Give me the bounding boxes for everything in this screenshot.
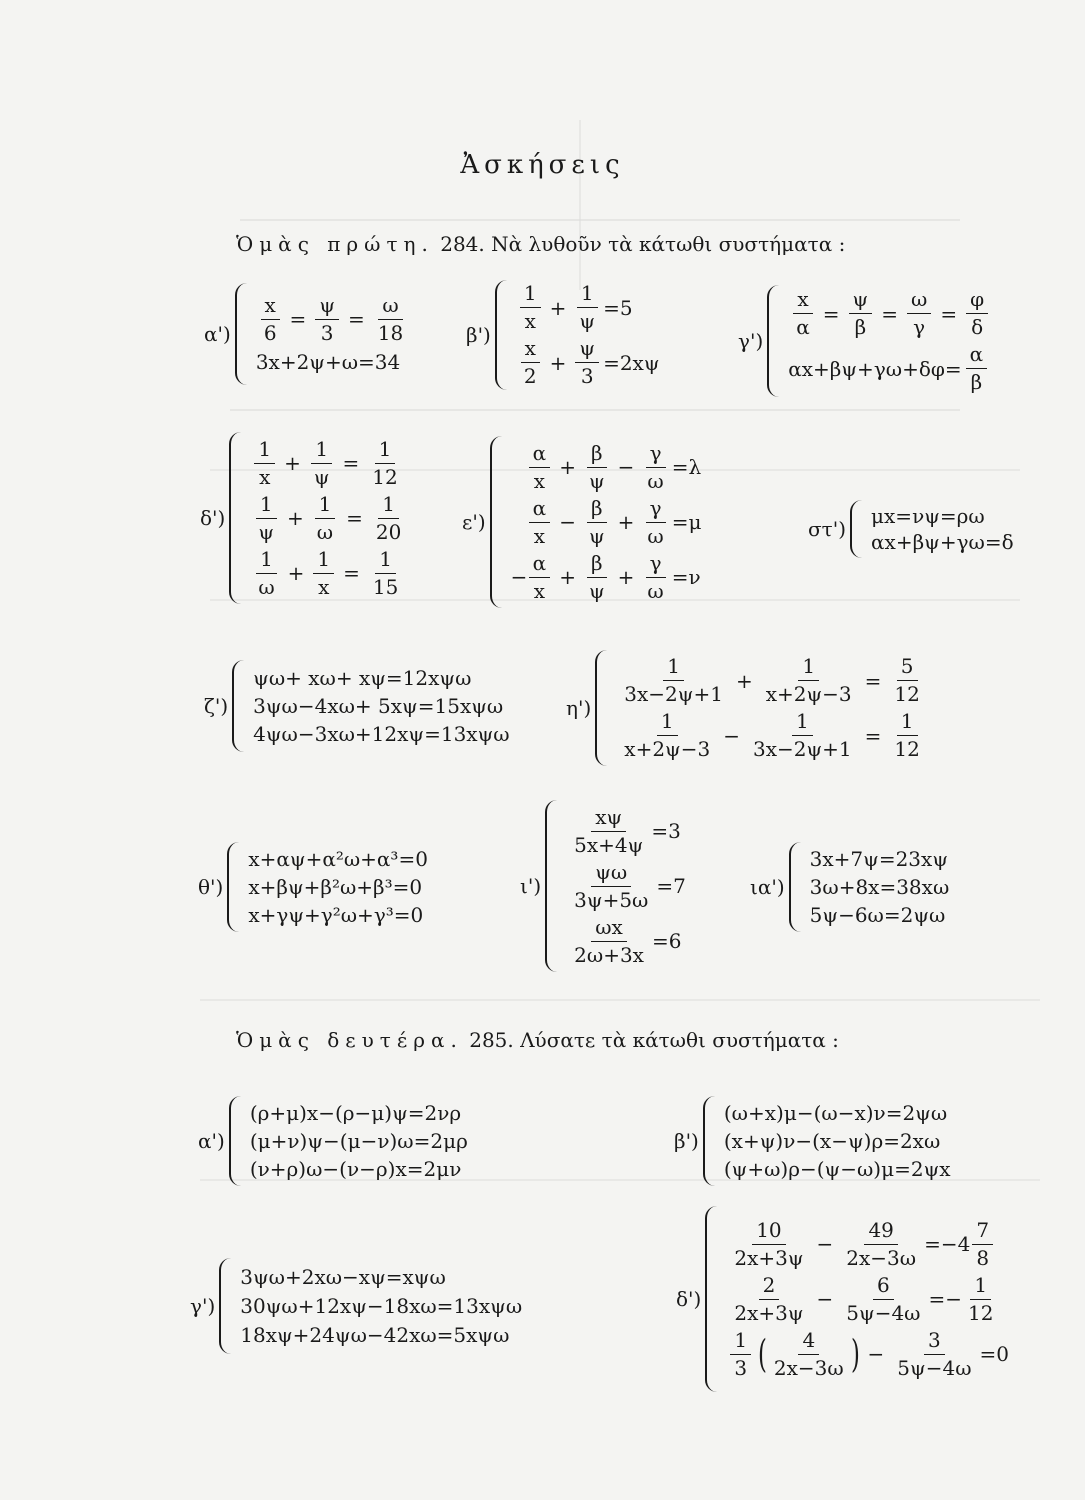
equation-row: (ψ+ω)ρ−(ψ−ω)μ=2ψx: [723, 1157, 951, 1181]
equation-row: x+αψ+α²ω+α³=0: [248, 847, 428, 871]
system-label: στ'): [808, 517, 847, 541]
system-label: ια'): [750, 875, 785, 899]
equation-row: α x − $\frac{\beta}{\psi}$ + $\frac{\gamma}{\omega}$ =μ: [511, 495, 702, 550]
brace: [495, 280, 508, 390]
equation-row: μx=νψ=ρω: [871, 504, 985, 528]
equation-row: − $\frac{\alpha}{x}$ + $\frac{\beta}{\psi}$ + $\frac{\gamma}{\omega}$ =ν: [510, 550, 701, 603]
equation-row: x+βψ+β²ω+β³=0: [248, 875, 423, 899]
equation-row: 1 3x−2ψ+1 + $\frac{1}{x+2\psi-3}$ = $\frac{5}{12}$: [624, 654, 920, 706]
fraction: $\frac{x}{6}$: [260, 292, 281, 347]
equation-row: 4ψω−3xω+12xψ=13xψω: [253, 722, 510, 746]
equation-row: 18xψ+24ψω−42xω=5xψω: [240, 1322, 510, 1347]
system-label: ζ'): [204, 694, 229, 718]
equation-row: 3ψω+2xω−xψ=xψω: [240, 1264, 446, 1289]
equation-row: 1 x + $\frac{1}{\psi}$ =5: [516, 280, 660, 335]
brace: [229, 1096, 242, 1186]
equation-row: 3ω+8x=38xω: [809, 875, 950, 899]
equation-row: (ω+x)μ−(ω−x)ν=2ψω: [723, 1101, 948, 1125]
system-284-b: [466, 280, 660, 390]
equation-row: $\frac{\psi\omega}{3\psi+5\omega}$ =7: [574, 859, 686, 912]
system-284-i: [520, 800, 686, 972]
system-285-a: [198, 1096, 468, 1186]
equation-row: (ρ+μ)x−(ρ−μ)ψ=2νρ: [249, 1101, 462, 1125]
brace: [545, 800, 558, 972]
equation-row: $\frac{x\psi}{5x+4\psi}$ =3: [574, 804, 681, 857]
exercise-number-285: 285.: [469, 1028, 514, 1052]
equation-row: 1 ω + $\frac{1}{x}$ = $\frac{1}{15}$: [250, 546, 409, 601]
group-one-instruction: Νὰ λυθοῦν τὰ κάτωθι συστήματα :: [491, 232, 846, 256]
equation-row: 1 ψ + $\frac{1}{\omega}$ = $\frac{1}{20}$: [250, 491, 409, 546]
system-284-h: [566, 650, 928, 766]
equation-row: 5ψ−6ω=2ψω: [809, 903, 946, 927]
brace: [767, 285, 780, 397]
system-284-e: [462, 436, 701, 608]
equation-row: (x+ψ)ν−(x−ψ)ρ=2xω: [723, 1129, 941, 1153]
brace: [490, 436, 503, 608]
system-label: α'): [198, 1129, 225, 1153]
system-285-d: [676, 1206, 1009, 1392]
equation-row: x+γψ+γ²ω+γ³=0: [248, 903, 424, 927]
exercise-number-284: 284.: [440, 232, 485, 256]
fraction: x 2: [520, 335, 541, 390]
group-one-prefix: Ὁμὰς πρώτη.: [236, 232, 434, 256]
system-label: δ'): [200, 506, 226, 530]
system-284-c: [738, 285, 992, 397]
equation-row: ψω+ xω+ xψ=12xψω: [253, 666, 472, 690]
fraction: $\frac{\psi}{3}$: [315, 292, 339, 347]
system-label: γ'): [190, 1294, 216, 1318]
equation-row: 3x+7ψ=23xψ: [809, 847, 948, 871]
group-one-line: [236, 232, 845, 256]
equation-row: (μ+ν)ψ−(μ−ν)ω=2μρ: [249, 1129, 468, 1153]
system-284-a: [204, 283, 411, 385]
system-label: β'): [674, 1129, 699, 1153]
brace: [850, 500, 863, 558]
system-284-st: [808, 500, 1014, 558]
equation-row: 1 3 ( 4 2x−3ω ) − $\frac{3}{5\psi-4\omega}$ =0: [726, 1327, 1009, 1382]
equation-row: 30ψω+12xψ−18xω=13xψω: [240, 1293, 523, 1318]
system-label: δ'): [676, 1287, 702, 1311]
fraction: $\frac{\psi}{3}$: [575, 335, 599, 390]
brace: [703, 1096, 716, 1186]
system-label: α'): [204, 322, 231, 346]
system-label: η'): [566, 696, 592, 720]
equation-row: $\frac{x}{6}$ = $\frac{\psi}{3}$ = $\frac{\omega}{18}$: [256, 292, 411, 347]
group-two-instruction: Λύσατε τὰ κάτωθι συστήματα :: [520, 1028, 839, 1052]
fraction: 1 x: [520, 280, 541, 335]
system-285-c: [190, 1258, 522, 1354]
system-284-ia: [750, 842, 949, 932]
system-284-th: [198, 842, 428, 932]
equation-row: (ν+ρ)ω−(ν−ρ)x=2μν: [249, 1157, 462, 1181]
equation-row: 1 x+2ψ−3 − $\frac{1}{3x-2\psi+1}$ = $\frac{1}{12}$: [624, 709, 920, 761]
system-label: γ'): [738, 329, 764, 353]
equation-row: 3ψω−4xω+ 5xψ=15xψω: [253, 694, 504, 718]
system-label: θ'): [198, 875, 224, 899]
equation-row: α x + $\frac{\beta}{\psi}$ − $\frac{\gamma}{\omega}$ =λ: [511, 440, 702, 495]
system-285-b: [674, 1096, 951, 1186]
brace: [235, 283, 248, 385]
system-label: ι'): [520, 874, 542, 898]
brace: [229, 432, 242, 604]
equation-row: 3x+2ψ+ω=34: [255, 349, 401, 374]
group-two-line: [236, 1028, 839, 1052]
equation-row: 1 x + $\frac{1}{\psi}$ = $\frac{1}{12}$: [250, 436, 409, 491]
equation-row: 10 2x+3ψ − $\frac{49}{2x-3\omega}$ =−4 7 8: [726, 1217, 1009, 1272]
brace: [232, 660, 245, 752]
system-label: β'): [466, 323, 491, 347]
brace: [595, 650, 608, 766]
equation-row: $\frac{\omega x}{2\omega+3x}$ =6: [574, 914, 682, 967]
group-two-prefix: Ὁμὰς δευτέρα.: [236, 1028, 463, 1052]
brace: [227, 842, 240, 932]
equation-row: αx+βψ+γω+δφ= $\frac{\alpha}{\beta}$: [788, 341, 992, 396]
system-label: ε'): [462, 510, 486, 534]
brace: [219, 1258, 232, 1354]
equation-row: 2 2x+3ψ − $\frac{6}{5\psi-4\omega}$ =− $\frac{1}{12}$: [734, 1272, 994, 1325]
equation-row: αx+βψ+γω=δ: [871, 530, 1014, 554]
brace: [789, 842, 802, 932]
page-heading: Ἀσκήσεις: [460, 150, 625, 180]
brace: [705, 1206, 718, 1392]
system-284-z: [204, 660, 510, 752]
equation-row: x 2 + $\frac{\psi}{3}$ =2xψ: [516, 335, 660, 390]
system-284-d: [200, 432, 409, 604]
fraction: $\frac{1}{\psi}$: [575, 280, 599, 335]
equation-row: $\frac{x}{\alpha}$ = $\frac{\psi}{\beta}$ = $\frac{\omega}{\gamma}$ = $\frac{\varphi}{\delta}$: [788, 286, 992, 341]
fraction: $\frac{\omega}{18}$: [377, 292, 404, 345]
